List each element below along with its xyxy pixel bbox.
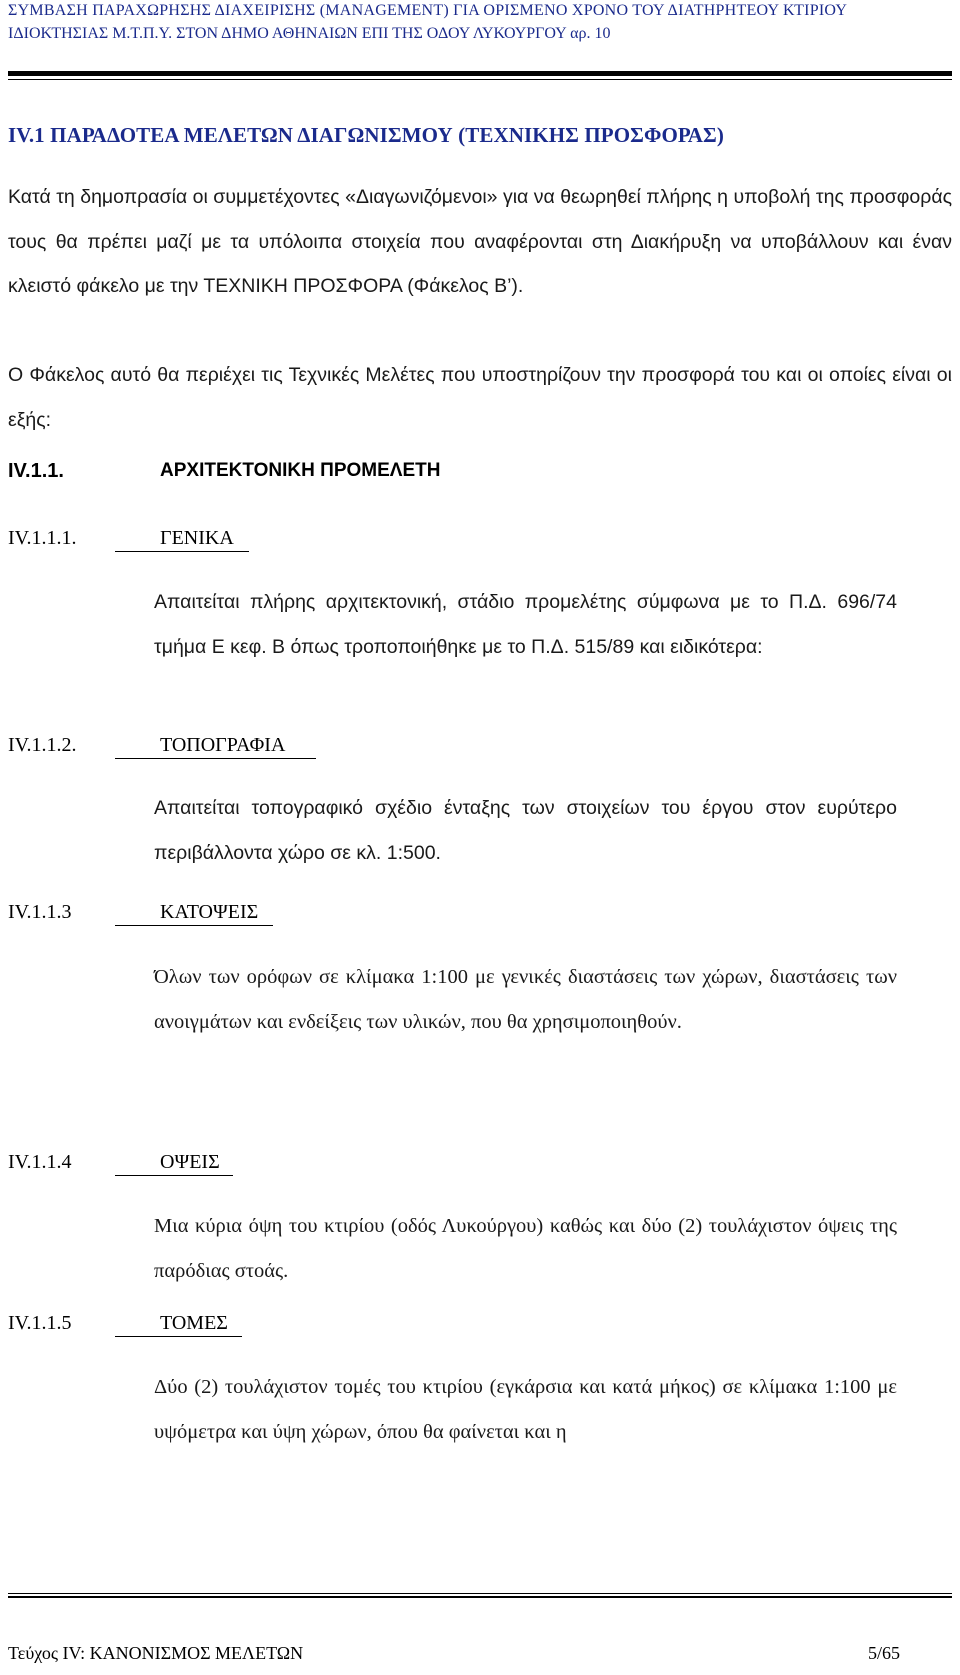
item-title: ΟΨΕΙΣ — [160, 1151, 220, 1173]
item-title-underline — [115, 1175, 233, 1176]
footer-rule-thick — [8, 1596, 952, 1598]
section-title: IV.1 ΠΑΡΑΔΟΤΕΑ ΜΕΛΕΤΩΝ ΔΙΑΓΩΝΙΣΜΟΥ (ΤΕΧΝΙΚΗΣ ΠΡΟΣΦΟΡΑΣ) — [8, 123, 724, 147]
item-number: IV.1.1.3 — [8, 901, 72, 923]
intro-paragraph-2: Ο Φάκελος αυτό θα περιέχει τις Τεχνικές Μελέτες που υποστηρίζουν την προσφορά του και οι οποίες είναι οι εξής: — [8, 364, 952, 431]
item-text: Απαιτείται τοπογραφικό σχέδιο ένταξης των στοιχείων του έργου στον ευρύτερο περιβάλλοντα χώρο σε κλ. 1:500. — [154, 797, 897, 864]
item-title: ΓΕΝΙΚΑ — [160, 527, 234, 549]
item-title-underline — [115, 758, 316, 759]
item-text: Δύο (2) τουλάχιστον τομές του κτιρίου (εγκάρσια και κατά μήκος) σε κλίμακα 1:100 με υψόμετρα και ύψη χώρων, όπου θα φαίνεται και η — [154, 1376, 897, 1443]
subsection-number: IV.1.1. — [8, 460, 64, 482]
item-text: Απαιτείται πλήρης αρχιτεκτονική, στάδιο προμελέτης σύμφωνα με το Π.Δ. 696/74 τμήμα Ε κεφ. Β όπως τροποποιήθηκε με το Π.Δ. 515/89 και ειδικότερα: — [154, 591, 897, 658]
item-number: IV.1.1.5 — [8, 1312, 72, 1334]
item-title-underline — [115, 551, 249, 552]
item-title: ΤΟΠΟΓΡΑΦΙΑ — [160, 734, 286, 756]
header-rule-thick — [8, 71, 952, 76]
footer-page-number: 5/65 — [867, 1643, 900, 1663]
item-number: IV.1.1.2. — [8, 734, 77, 756]
header-line-1: ΣΥΜΒΑΣΗ ΠΑΡΑΧΩΡΗΣΗΣ ΔΙΑΧΕΙΡΙΣΗΣ (MANAGEMENT) ΓΙΑ ΟΡΙΣΜΕΝΟ ΧΡΟΝΟ ΤΟΥ ΔΙΑΤΗΡΗΤΕΟΥ ΚΤΙΡΙΟΥ — [8, 2, 848, 19]
item-text: Όλων των ορόφων σε κλίμακα 1:100 με γενικές διαστάσεις των χώρων, διαστάσεις των ανοιγμάτων και ενδείξεις των υλικών, που θα χρησιμοποιηθούν. — [154, 966, 897, 1033]
item-title-underline — [115, 925, 273, 926]
item-number: IV.1.1.1. — [8, 527, 77, 549]
item-title: ΚΑΤΟΨΕΙΣ — [160, 901, 259, 923]
footer-rule-thin — [8, 1593, 952, 1594]
header-rule-thin — [8, 79, 952, 80]
item-number: IV.1.1.4 — [8, 1151, 72, 1173]
footer-document-title: Τεύχος IV: ΚΑΝΟΝΙΣΜΟΣ ΜΕΛΕΤΩΝ — [8, 1643, 304, 1663]
item-title-underline — [115, 1336, 242, 1337]
intro-paragraph-1: Κατά τη δημοπρασία οι συμμετέχοντες «Διαγωνιζόμενοι» για να θεωρηθεί πλήρης η υποβολή της προσφοράς τους θα πρέπει μαζί με τα υπόλοιπα στοιχεία που αναφέρονται στη Διακήρυξη να υποβάλλουν και έναν κλειστό φάκελο με την ΤΕΧΝΙΚΗ ΠΡΟΣΦΟΡΑ (Φάκελος Β’). — [8, 186, 952, 297]
header-line-2: ΙΔΙΟΚΤΗΣΙΑΣ Μ.Τ.Π.Υ. ΣΤΟΝ ΔΗΜΟ ΑΘΗΝΑΙΩΝ ΕΠΙ ΤΗΣ ΟΔΟΥ ΛΥΚΟΥΡΓΟΥ αρ. 10 — [8, 25, 611, 42]
item-title: ΤΟΜΕΣ — [160, 1312, 228, 1334]
subsection-title: ΑΡΧΙΤΕΚΤΟΝΙΚΗ ΠΡΟΜΕΛΕΤΗ — [160, 460, 441, 481]
item-text: Μια κύρια όψη του κτιρίου (οδός Λυκούργου) καθώς και δύο (2) τουλάχιστον όψεις της παρόδιας στοάς. — [154, 1215, 897, 1282]
